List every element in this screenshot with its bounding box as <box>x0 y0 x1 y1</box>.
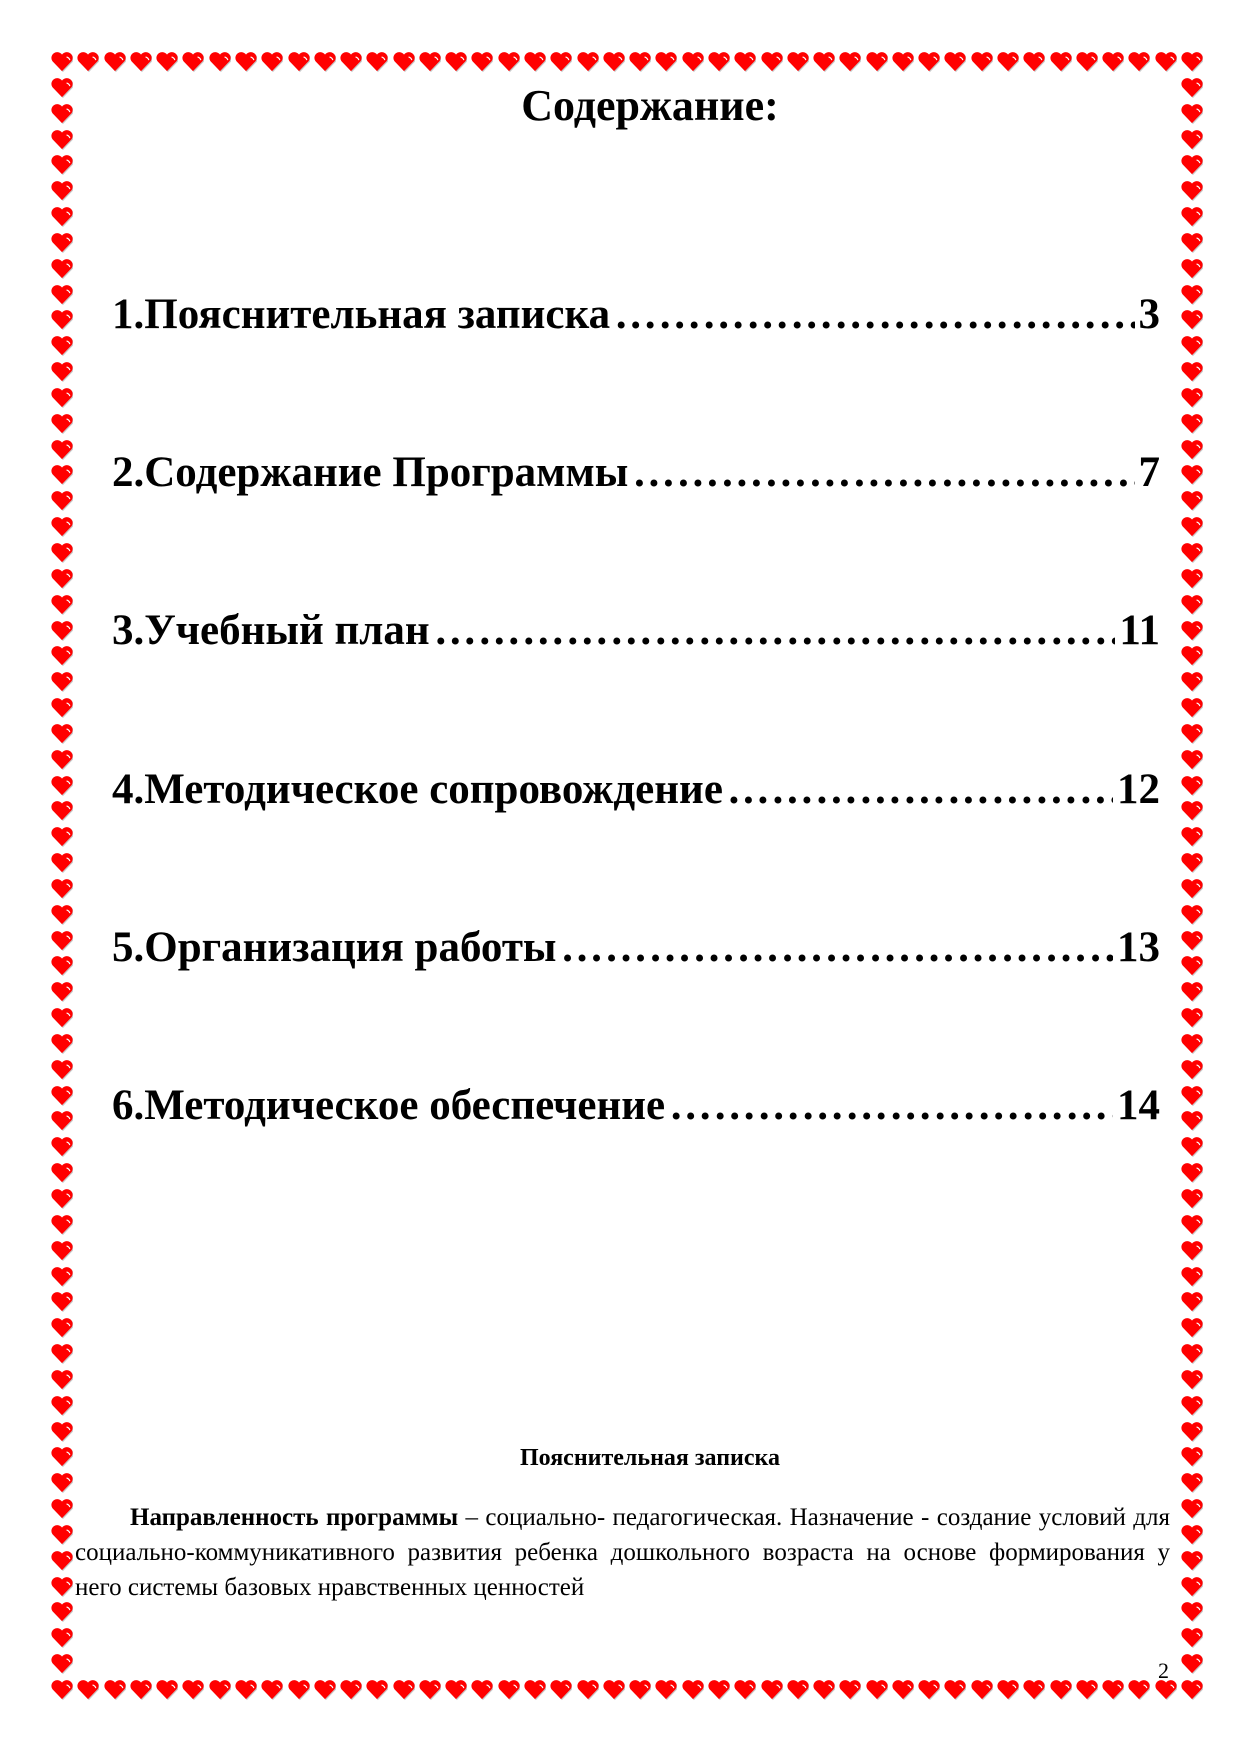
heart-icon <box>1181 1369 1203 1391</box>
heart-icon <box>1181 1498 1203 1520</box>
heart-icon <box>182 51 204 73</box>
heart-icon <box>1181 749 1203 771</box>
heart-icon <box>51 955 73 977</box>
heart-icon <box>1076 1679 1098 1701</box>
toc-item[interactable] <box>112 923 1160 972</box>
heart-icon <box>682 1679 704 1701</box>
heart-icon <box>1181 361 1203 383</box>
heart-icon <box>629 51 651 73</box>
heart-icon <box>1181 904 1203 926</box>
heart-icon <box>1181 671 1203 693</box>
paragraph-text: – социально- педагогическая. Назначение - создание условий для социально-коммуникативного развития ребенка дошкольного возраста на основе формирования у него системы базовых нравственных ценностей <box>75 1504 1170 1601</box>
heart-icon <box>156 1679 178 1701</box>
heart-icon <box>1181 1033 1203 1055</box>
heart-icon <box>1181 1317 1203 1339</box>
heart-icon <box>51 594 73 616</box>
heart-icon <box>1181 1421 1203 1443</box>
heart-icon <box>708 51 730 73</box>
heart-icon <box>944 51 966 73</box>
heart-icon <box>1181 542 1203 564</box>
heart-icon <box>524 1679 546 1701</box>
heart-icon <box>1181 1007 1203 1029</box>
heart-icon <box>51 1498 73 1520</box>
heart-icon <box>1181 645 1203 667</box>
toc-item-page: 3 <box>1138 291 1160 338</box>
heart-icon <box>1181 594 1203 616</box>
heart-icon <box>51 1007 73 1029</box>
heart-icon <box>51 723 73 745</box>
heart-icon <box>1181 930 1203 952</box>
heart-icon <box>51 1033 73 1055</box>
heart-icon <box>288 1679 310 1701</box>
heart-icon <box>603 1679 625 1701</box>
heart-icon <box>445 51 467 73</box>
toc-item[interactable] <box>112 765 1160 814</box>
heart-icon <box>51 206 73 228</box>
toc-item-page: 13 <box>1117 924 1160 971</box>
heart-icon <box>1181 258 1203 280</box>
heart-icon <box>1076 51 1098 73</box>
heart-icon <box>51 154 73 176</box>
heart-icon <box>235 51 257 73</box>
heart-icon <box>944 1679 966 1701</box>
heart-icon <box>1181 1653 1203 1675</box>
section-heading: Пояснительная записка <box>519 1445 780 1471</box>
heart-icon <box>1181 232 1203 254</box>
heart-icon <box>51 852 73 874</box>
heart-icon <box>708 1679 730 1701</box>
heart-icon <box>1181 1472 1203 1494</box>
heart-icon <box>51 981 73 1003</box>
toc-item-label: 1.Пояснительная записка <box>112 291 611 338</box>
heart-icon <box>51 335 73 357</box>
heart-icon <box>261 1679 283 1701</box>
heart-icon <box>419 51 441 73</box>
heart-icon <box>261 51 283 73</box>
heart-icon <box>866 51 888 73</box>
heart-icon <box>393 51 415 73</box>
heart-icon <box>761 51 783 73</box>
heart-icon <box>1181 1576 1203 1598</box>
heart-icon <box>51 1601 73 1623</box>
heart-icon <box>1181 1395 1203 1417</box>
heart-icon <box>1181 309 1203 331</box>
heart-icon <box>866 1679 888 1701</box>
toc-item-page: 11 <box>1119 607 1160 654</box>
heart-icon <box>366 51 388 73</box>
heart-icon <box>182 1679 204 1701</box>
heart-icon <box>1181 1085 1203 1107</box>
heart-icon <box>340 1679 362 1701</box>
heart-icon <box>471 1679 493 1701</box>
heart-icon <box>1181 568 1203 590</box>
heart-icon <box>1181 1110 1203 1132</box>
heart-icon <box>682 51 704 73</box>
dot-leader <box>434 606 1116 655</box>
heart-icon <box>51 878 73 900</box>
heart-icon <box>1181 955 1203 977</box>
heart-icon <box>1181 284 1203 306</box>
heart-icon <box>1102 1679 1124 1701</box>
heart-icon <box>51 413 73 435</box>
heart-icon <box>1181 775 1203 797</box>
heart-icon <box>1181 1162 1203 1184</box>
heart-icon <box>51 826 73 848</box>
heart-icon <box>51 258 73 280</box>
heart-icon <box>209 51 231 73</box>
heart-icon <box>1181 1524 1203 1546</box>
heart-icon <box>603 51 625 73</box>
toc-item[interactable] <box>112 606 1160 655</box>
heart-icon <box>156 51 178 73</box>
dot-leader <box>669 1081 1113 1130</box>
heart-icon <box>1023 51 1045 73</box>
heart-icon <box>51 1395 73 1417</box>
heart-icon <box>51 1136 73 1158</box>
heart-icon <box>550 1679 572 1701</box>
heart-icon <box>77 1679 99 1701</box>
heart-icon <box>498 1679 520 1701</box>
heart-icon <box>1181 51 1203 73</box>
heart-icon <box>51 1679 73 1701</box>
heart-icon <box>471 51 493 73</box>
heart-icon <box>51 361 73 383</box>
heart-icon <box>366 1679 388 1701</box>
heart-icon <box>51 904 73 926</box>
heart-icon <box>51 1162 73 1184</box>
heart-icon <box>51 775 73 797</box>
heart-icon <box>288 51 310 73</box>
heart-icon <box>104 1679 126 1701</box>
heart-icon <box>51 1472 73 1494</box>
heart-icon <box>51 1576 73 1598</box>
heart-icon <box>892 51 914 73</box>
heart-icon <box>314 1679 336 1701</box>
heart-icon <box>51 1110 73 1132</box>
heart-icon <box>1181 490 1203 512</box>
toc-item-label: 2.Содержание Программы <box>112 449 629 496</box>
heart-icon <box>1181 1550 1203 1572</box>
toc-item-page: 14 <box>1117 1082 1160 1129</box>
heart-icon <box>51 516 73 538</box>
section-paragraph <box>75 1500 1170 1605</box>
heart-icon <box>1181 826 1203 848</box>
heart-icon <box>51 542 73 564</box>
heart-icon <box>51 439 73 461</box>
heart-icon <box>1181 180 1203 202</box>
toc-item[interactable] <box>112 290 1160 339</box>
heart-icon <box>1181 878 1203 900</box>
heart-icon <box>51 1550 73 1572</box>
toc-item-label: 5.Организация работы <box>112 924 557 971</box>
heart-icon <box>51 1369 73 1391</box>
heart-icon <box>577 51 599 73</box>
heart-icon <box>419 1679 441 1701</box>
heart-icon <box>1181 800 1203 822</box>
heart-icon <box>1181 464 1203 486</box>
heart-icon <box>1023 1679 1045 1701</box>
heart-icon <box>761 1679 783 1701</box>
heart-icon <box>498 51 520 73</box>
heart-icon <box>51 232 73 254</box>
heart-icon <box>1102 51 1124 73</box>
heart-icon <box>655 1679 677 1701</box>
heart-icon <box>892 1679 914 1701</box>
heart-icon <box>997 51 1019 73</box>
heart-icon <box>51 129 73 151</box>
heart-icon <box>813 1679 835 1701</box>
heart-icon <box>340 51 362 73</box>
toc-item[interactable] <box>112 1081 1160 1130</box>
heart-icon <box>971 1679 993 1701</box>
heart-icon <box>51 671 73 693</box>
heart-icon <box>577 1679 599 1701</box>
heart-icon <box>1155 51 1177 73</box>
heart-icon <box>971 51 993 73</box>
heart-icon <box>787 1679 809 1701</box>
toc-item[interactable] <box>112 448 1160 497</box>
heart-icon <box>51 464 73 486</box>
heart-icon <box>445 1679 467 1701</box>
heart-icon <box>918 51 940 73</box>
heart-icon <box>51 645 73 667</box>
heart-icon <box>104 51 126 73</box>
heart-icon <box>787 51 809 73</box>
heart-icon <box>393 1679 415 1701</box>
heart-icon <box>51 387 73 409</box>
heart-icon <box>734 1679 756 1701</box>
heart-icon <box>51 1240 73 1262</box>
heart-icon <box>1181 206 1203 228</box>
heart-icon <box>51 1214 73 1236</box>
heart-icon <box>51 309 73 331</box>
heart-icon <box>734 51 756 73</box>
toc-item-label: 3.Учебный план <box>112 607 430 654</box>
heart-icon <box>51 1266 73 1288</box>
heart-icon <box>51 1291 73 1313</box>
heart-icon <box>51 51 73 73</box>
heart-icon <box>51 749 73 771</box>
paragraph-lead: Направленность программы <box>130 1504 459 1531</box>
heart-icon <box>51 180 73 202</box>
dot-leader <box>727 765 1113 814</box>
heart-icon <box>524 51 546 73</box>
toc-item-page: 12 <box>1117 766 1160 813</box>
heart-icon <box>314 51 336 73</box>
toc-item-label: 6.Методическое обеспечение <box>112 1082 666 1129</box>
heart-icon <box>1128 51 1150 73</box>
heart-icon <box>1181 852 1203 874</box>
heart-icon <box>1128 1679 1150 1701</box>
heart-icon <box>51 1524 73 1546</box>
heart-icon <box>1181 154 1203 176</box>
heart-icon <box>1181 439 1203 461</box>
heart-icon <box>51 1421 73 1443</box>
heart-icon <box>1181 620 1203 642</box>
heart-icon <box>1050 1679 1072 1701</box>
heart-icon <box>51 1188 73 1210</box>
heart-icon <box>51 1059 73 1081</box>
heart-icon <box>51 1343 73 1365</box>
dot-leader <box>632 448 1134 497</box>
heart-icon <box>51 1627 73 1649</box>
heart-icon <box>1181 1291 1203 1313</box>
heart-icon <box>1181 1136 1203 1158</box>
heart-icon <box>1181 697 1203 719</box>
page-title: Содержание: <box>521 81 779 130</box>
heart-icon <box>1181 129 1203 151</box>
heart-icon <box>130 51 152 73</box>
dot-leader <box>561 923 1113 972</box>
heart-icon <box>1181 1627 1203 1649</box>
heart-icon <box>1050 51 1072 73</box>
heart-icon <box>1181 1266 1203 1288</box>
page-number: 2 <box>1158 1658 1169 1683</box>
heart-icon <box>1181 1679 1203 1701</box>
heart-icon <box>51 1653 73 1675</box>
heart-icon <box>51 800 73 822</box>
heart-icon <box>1181 1214 1203 1236</box>
heart-icon <box>1181 1240 1203 1262</box>
heart-icon <box>51 930 73 952</box>
heart-icon <box>209 1679 231 1701</box>
heart-icon <box>1181 1343 1203 1365</box>
heart-icon <box>839 51 861 73</box>
heart-icon <box>51 1317 73 1339</box>
heart-icon <box>997 1679 1019 1701</box>
heart-icon <box>51 490 73 512</box>
heart-icon <box>1181 1601 1203 1623</box>
heart-icon <box>839 1679 861 1701</box>
heart-icon <box>629 1679 651 1701</box>
heart-icon <box>1181 335 1203 357</box>
heart-icon <box>550 51 572 73</box>
heart-icon <box>1181 723 1203 745</box>
heart-icon <box>51 1085 73 1107</box>
heart-icon <box>1181 413 1203 435</box>
heart-icon <box>655 51 677 73</box>
heart-icon <box>130 1679 152 1701</box>
heart-icon <box>1181 981 1203 1003</box>
dot-leader <box>614 290 1134 339</box>
heart-icon <box>77 51 99 73</box>
heart-icon <box>1181 387 1203 409</box>
heart-icon <box>51 284 73 306</box>
heart-icon <box>1181 1188 1203 1210</box>
heart-icon <box>918 1679 940 1701</box>
heart-icon <box>1181 1059 1203 1081</box>
heart-icon <box>51 697 73 719</box>
toc-item-page: 7 <box>1138 449 1160 496</box>
heart-icon <box>1181 516 1203 538</box>
heart-icon <box>51 568 73 590</box>
heart-icon <box>51 620 73 642</box>
heart-icon <box>813 51 835 73</box>
heart-icon <box>235 1679 257 1701</box>
toc-item-label: 4.Методическое сопровождение <box>112 766 723 813</box>
